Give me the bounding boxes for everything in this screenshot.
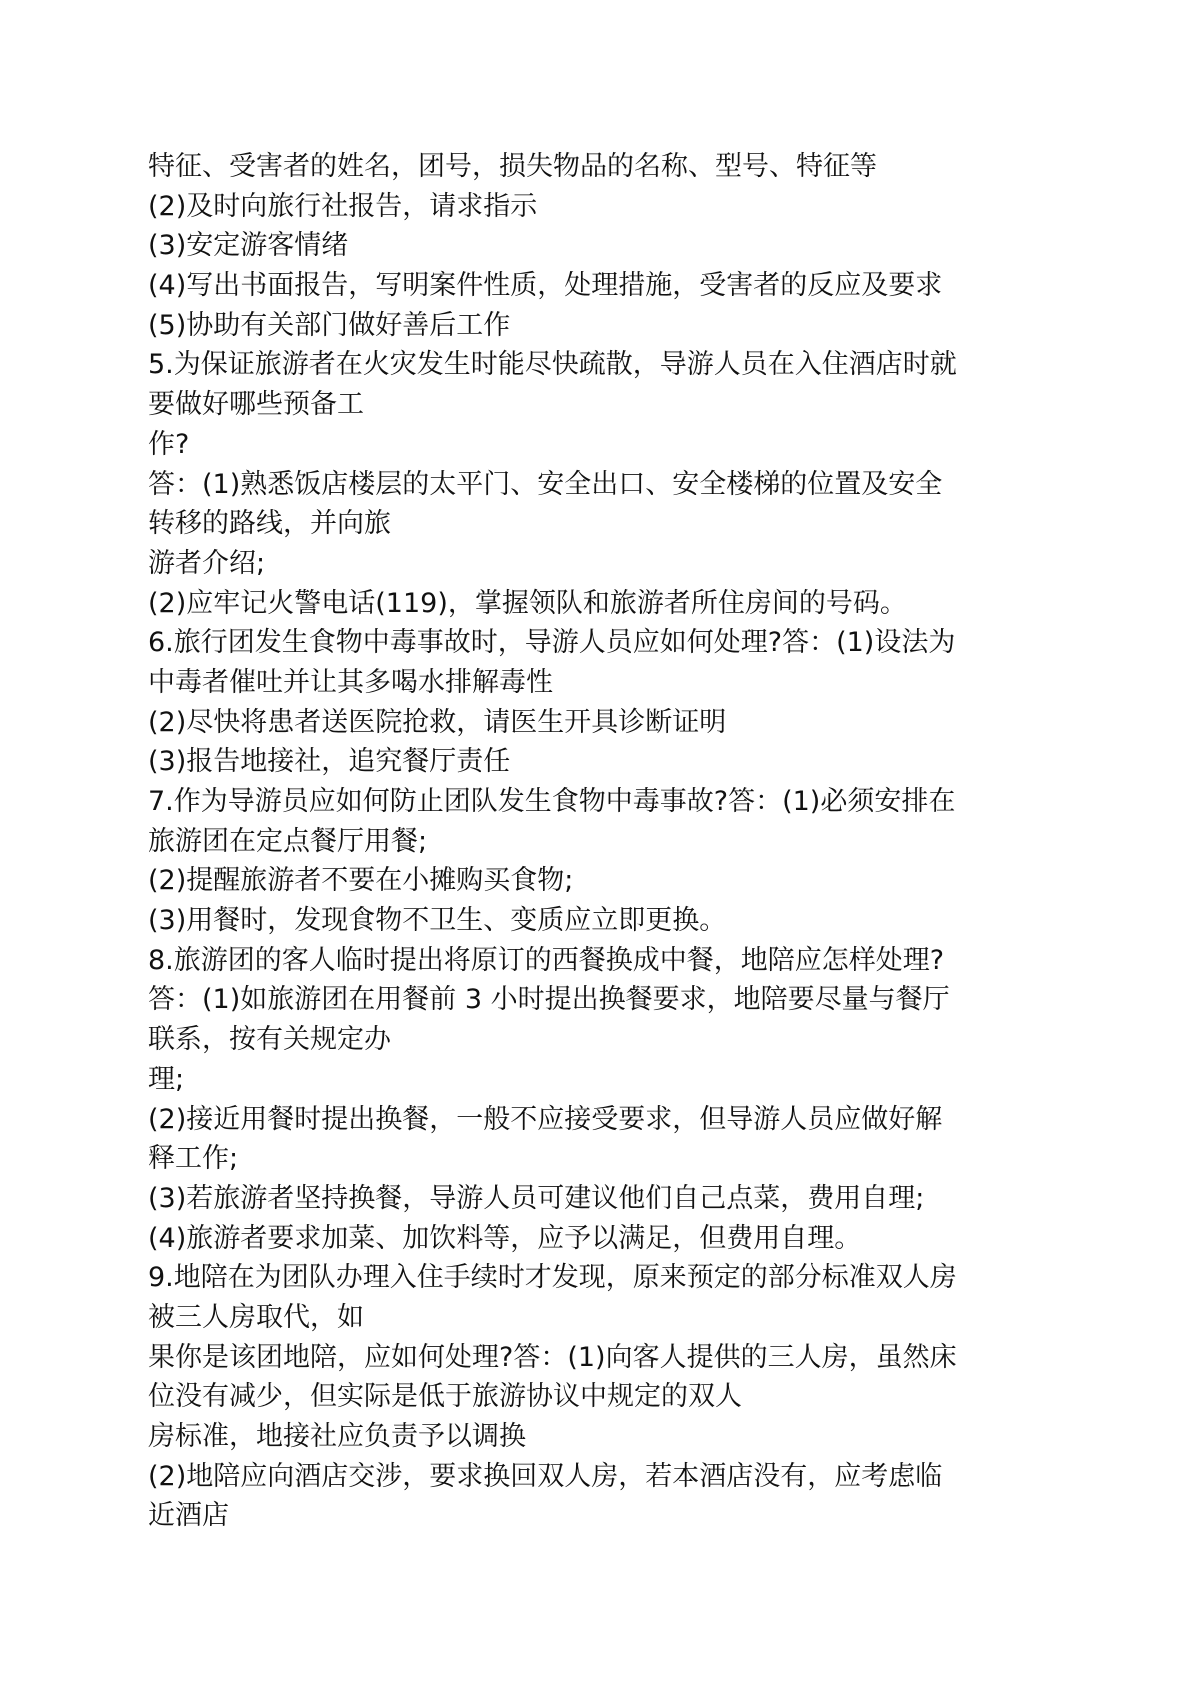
text-line: 要做好哪些预备工	[148, 389, 364, 421]
text-line: (3)用餐时，发现食物不卫生、变质应立即更换。	[148, 905, 727, 937]
text-line: 果你是该团地陪，应如何处理?答：(1)向客人提供的三人房，虽然床	[148, 1341, 957, 1373]
text-line: (4)旅游者要求加菜、加饮料等，应予以满足，但费用自理。	[148, 1222, 862, 1254]
text-line: 位没有减少，但实际是低于旅游协议中规定的双人	[148, 1381, 742, 1413]
text-line: (3)安定游客情绪	[148, 230, 349, 262]
text-line: 旅游团在定点餐厅用餐;	[148, 825, 428, 857]
answer-line: 答：(1)熟悉饭店楼层的太平门、安全出口、安全楼梯的位置及安全	[148, 468, 943, 500]
text-line: 特征、受害者的姓名，团号，损失物品的名称、型号、特征等	[148, 151, 877, 182]
question-5-line: 5.为保证旅游者在火灾发生时能尽快疏散，导游人员在入住酒店时就	[148, 349, 957, 381]
text-line: 作?	[148, 428, 190, 460]
question-6-line: 6.旅行团发生食物中毒事故时，导游人员应如何处理?答：(1)设法为	[148, 627, 956, 659]
question-9-line: 9.地陪在为团队办理入住手续时才发现，原来预定的部分标准双人房	[148, 1262, 957, 1294]
question-8-line: 8.旅游团的客人临时提出将原订的西餐换成中餐，地陪应怎样处理?	[148, 944, 945, 976]
document-text	[148, 147, 1088, 1536]
text-line: (3)若旅游者坚持换餐，导游人员可建议他们自己点菜，费用自理;	[148, 1182, 925, 1214]
text-line: 联系，按有关规定办	[148, 1024, 391, 1056]
text-line: 房标准，地接社应负责予以调换	[148, 1421, 526, 1452]
text-line: (2)接近用餐时提出换餐，一般不应接受要求，但导游人员应做好解	[148, 1103, 943, 1135]
text-line: 中毒者催吐并让其多喝水排解毒性	[148, 666, 553, 698]
text-line: 释工作;	[148, 1143, 239, 1175]
question-7-line: 7.作为导游员应如何防止团队发生食物中毒事故?答：(1)必须安排在	[148, 786, 956, 817]
answer-line: 答：(1)如旅游团在用餐前 3 小时提出换餐要求，地陪要尽量与餐厅	[148, 984, 950, 1016]
text-line: (5)协助有关部门做好善后工作	[148, 309, 511, 341]
text-line: 理;	[148, 1063, 185, 1095]
text-line: (2)地陪应向酒店交涉，要求换回双人房，若本酒店没有，应考虑临	[148, 1460, 943, 1492]
text-line: (2)应牢记火警电话(119)，掌握领队和旅游者所住房间的号码。	[148, 587, 907, 619]
text-line: (2)提醒旅游者不要在小摊购买食物;	[148, 865, 574, 897]
text-line: 游者介绍;	[148, 547, 266, 579]
text-line: 转移的路线，并向旅	[148, 508, 391, 540]
text-line: (3)报告地接社，追究餐厅责任	[148, 746, 511, 778]
text-line: (2)及时向旅行社报告，请求指示	[148, 190, 538, 222]
text-line: 被三人房取代，如	[148, 1301, 364, 1333]
text-line: 近酒店	[148, 1500, 229, 1532]
text-line: (2)尽快将患者送医院抢救，请医生开具诊断证明	[148, 706, 727, 738]
text-line: (4)写出书面报告，写明案件性质，处理措施，受害者的反应及要求	[148, 270, 943, 302]
